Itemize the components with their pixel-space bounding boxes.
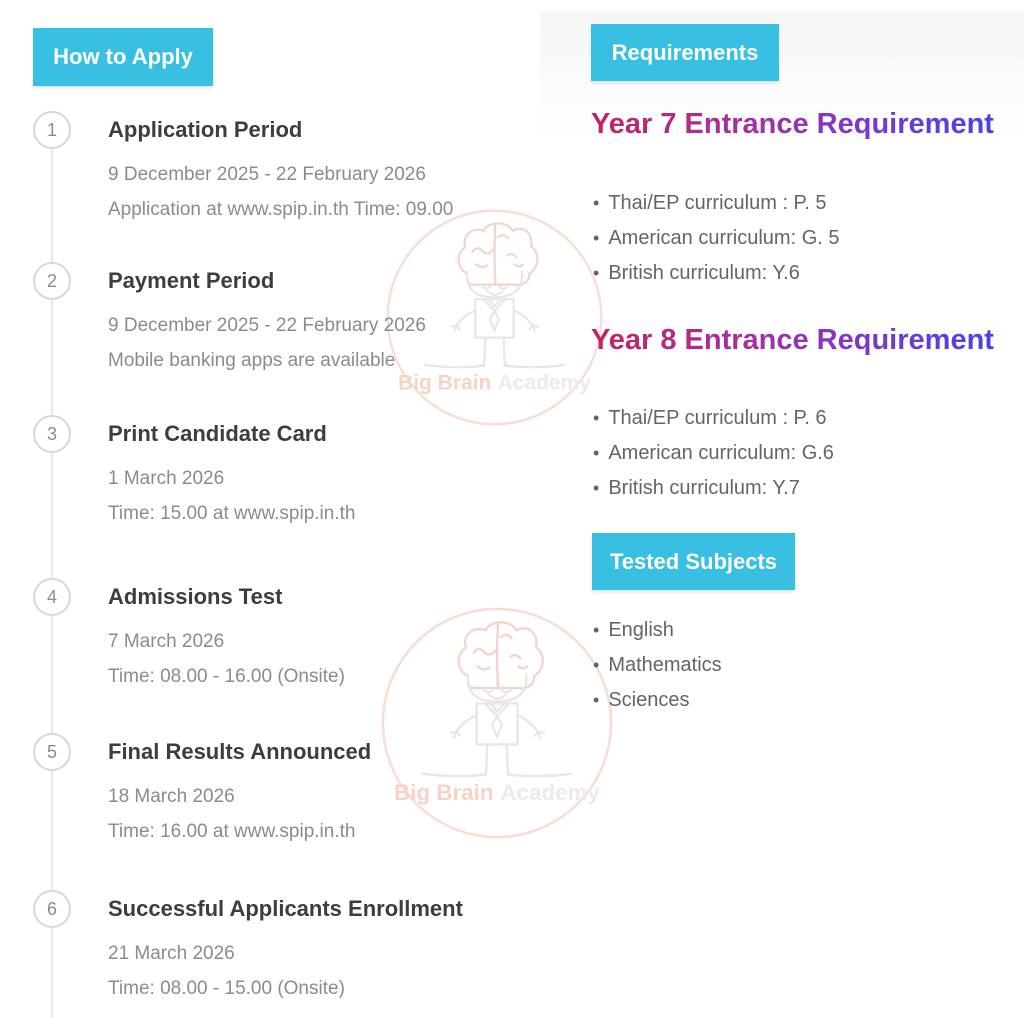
how-to-apply-header — [33, 28, 213, 86]
step-title: Successful Applicants Enrollment — [108, 896, 463, 921]
step-title: Admissions Test — [108, 584, 283, 609]
requirements-header — [591, 24, 779, 81]
step-title: Final Results Announced — [108, 739, 372, 764]
list-item: • American curriculum: G.6 — [593, 442, 834, 464]
step-detail-line: Time: 08.00 - 16.00 (Onsite) — [108, 666, 345, 687]
how-to-apply-label: How to Apply — [53, 44, 193, 69]
list-item: • Sciences — [593, 689, 690, 711]
step-number-badge: 5 — [33, 733, 71, 771]
step-detail-line: Time: 15.00 at www.spip.in.th — [108, 503, 356, 524]
step-detail-line: 18 March 2026 — [108, 786, 235, 807]
year7-heading: Year 7 Entrance Requirement — [591, 108, 994, 140]
step-number-badge: 1 — [33, 111, 71, 149]
watermark-brand-text: Big Brain Academy — [393, 780, 601, 806]
step-application-period — [0, 111, 575, 227]
year8-requirements-list — [593, 401, 834, 506]
step-print-candidate-card — [0, 415, 575, 531]
step-detail-line: Application at www.spip.in.th Time: 09.00 — [108, 199, 454, 220]
list-item: • American curriculum: G. 5 — [593, 227, 840, 249]
bullet-icon: • — [593, 408, 600, 428]
step-title: Application Period — [108, 117, 303, 142]
step-detail-line: 7 March 2026 — [108, 631, 225, 652]
tested-subjects-header — [592, 533, 795, 590]
list-item: • British curriculum: Y.7 — [593, 477, 800, 499]
bullet-icon: • — [593, 690, 600, 710]
step-admissions-test — [0, 578, 575, 694]
list-item: • Mathematics — [593, 654, 722, 676]
step-detail-line: 9 December 2025 - 22 February 2026 — [108, 315, 426, 336]
watermark-brand-text: Big Brain Academy — [398, 371, 591, 395]
step-detail-line: 1 March 2026 — [108, 468, 225, 489]
list-item: • Thai/EP curriculum : P. 5 — [593, 192, 827, 214]
step-payment-period — [0, 262, 575, 378]
step-detail-line: 9 December 2025 - 22 February 2026 — [108, 164, 426, 185]
year7-requirements-list — [593, 186, 839, 291]
bullet-icon: • — [593, 228, 600, 248]
year8-heading: Year 8 Entrance Requirement — [591, 324, 994, 356]
step-detail-line: Time: 08.00 - 15.00 (Onsite) — [108, 978, 345, 999]
step-final-results — [0, 733, 575, 849]
requirements-label: Requirements — [611, 39, 759, 65]
bullet-icon: • — [593, 478, 600, 498]
step-number-badge: 2 — [33, 262, 71, 300]
step-detail-line: Mobile banking apps are available — [108, 350, 396, 371]
tested-subjects-list — [593, 613, 722, 718]
step-detail-line: 21 March 2026 — [108, 943, 235, 964]
step-enrollment — [0, 890, 575, 1006]
bullet-icon: • — [593, 443, 600, 463]
step-title: Payment Period — [108, 268, 275, 293]
list-item: • Thai/EP curriculum : P. 6 — [593, 407, 827, 429]
bullet-icon: • — [593, 655, 600, 675]
list-item: • British curriculum: Y.6 — [593, 262, 800, 284]
bullet-icon: • — [593, 620, 600, 640]
list-item: • English — [593, 619, 674, 641]
tested-subjects-label: Tested Subjects — [609, 548, 778, 574]
step-number-badge: 4 — [33, 578, 71, 616]
bullet-icon: • — [593, 263, 600, 283]
step-number-badge: 3 — [33, 415, 71, 453]
bullet-icon: • — [593, 193, 600, 213]
step-title: Print Candidate Card — [108, 421, 327, 446]
step-number-badge: 6 — [33, 890, 71, 928]
step-detail-line: Time: 16.00 at www.spip.in.th — [108, 821, 356, 842]
